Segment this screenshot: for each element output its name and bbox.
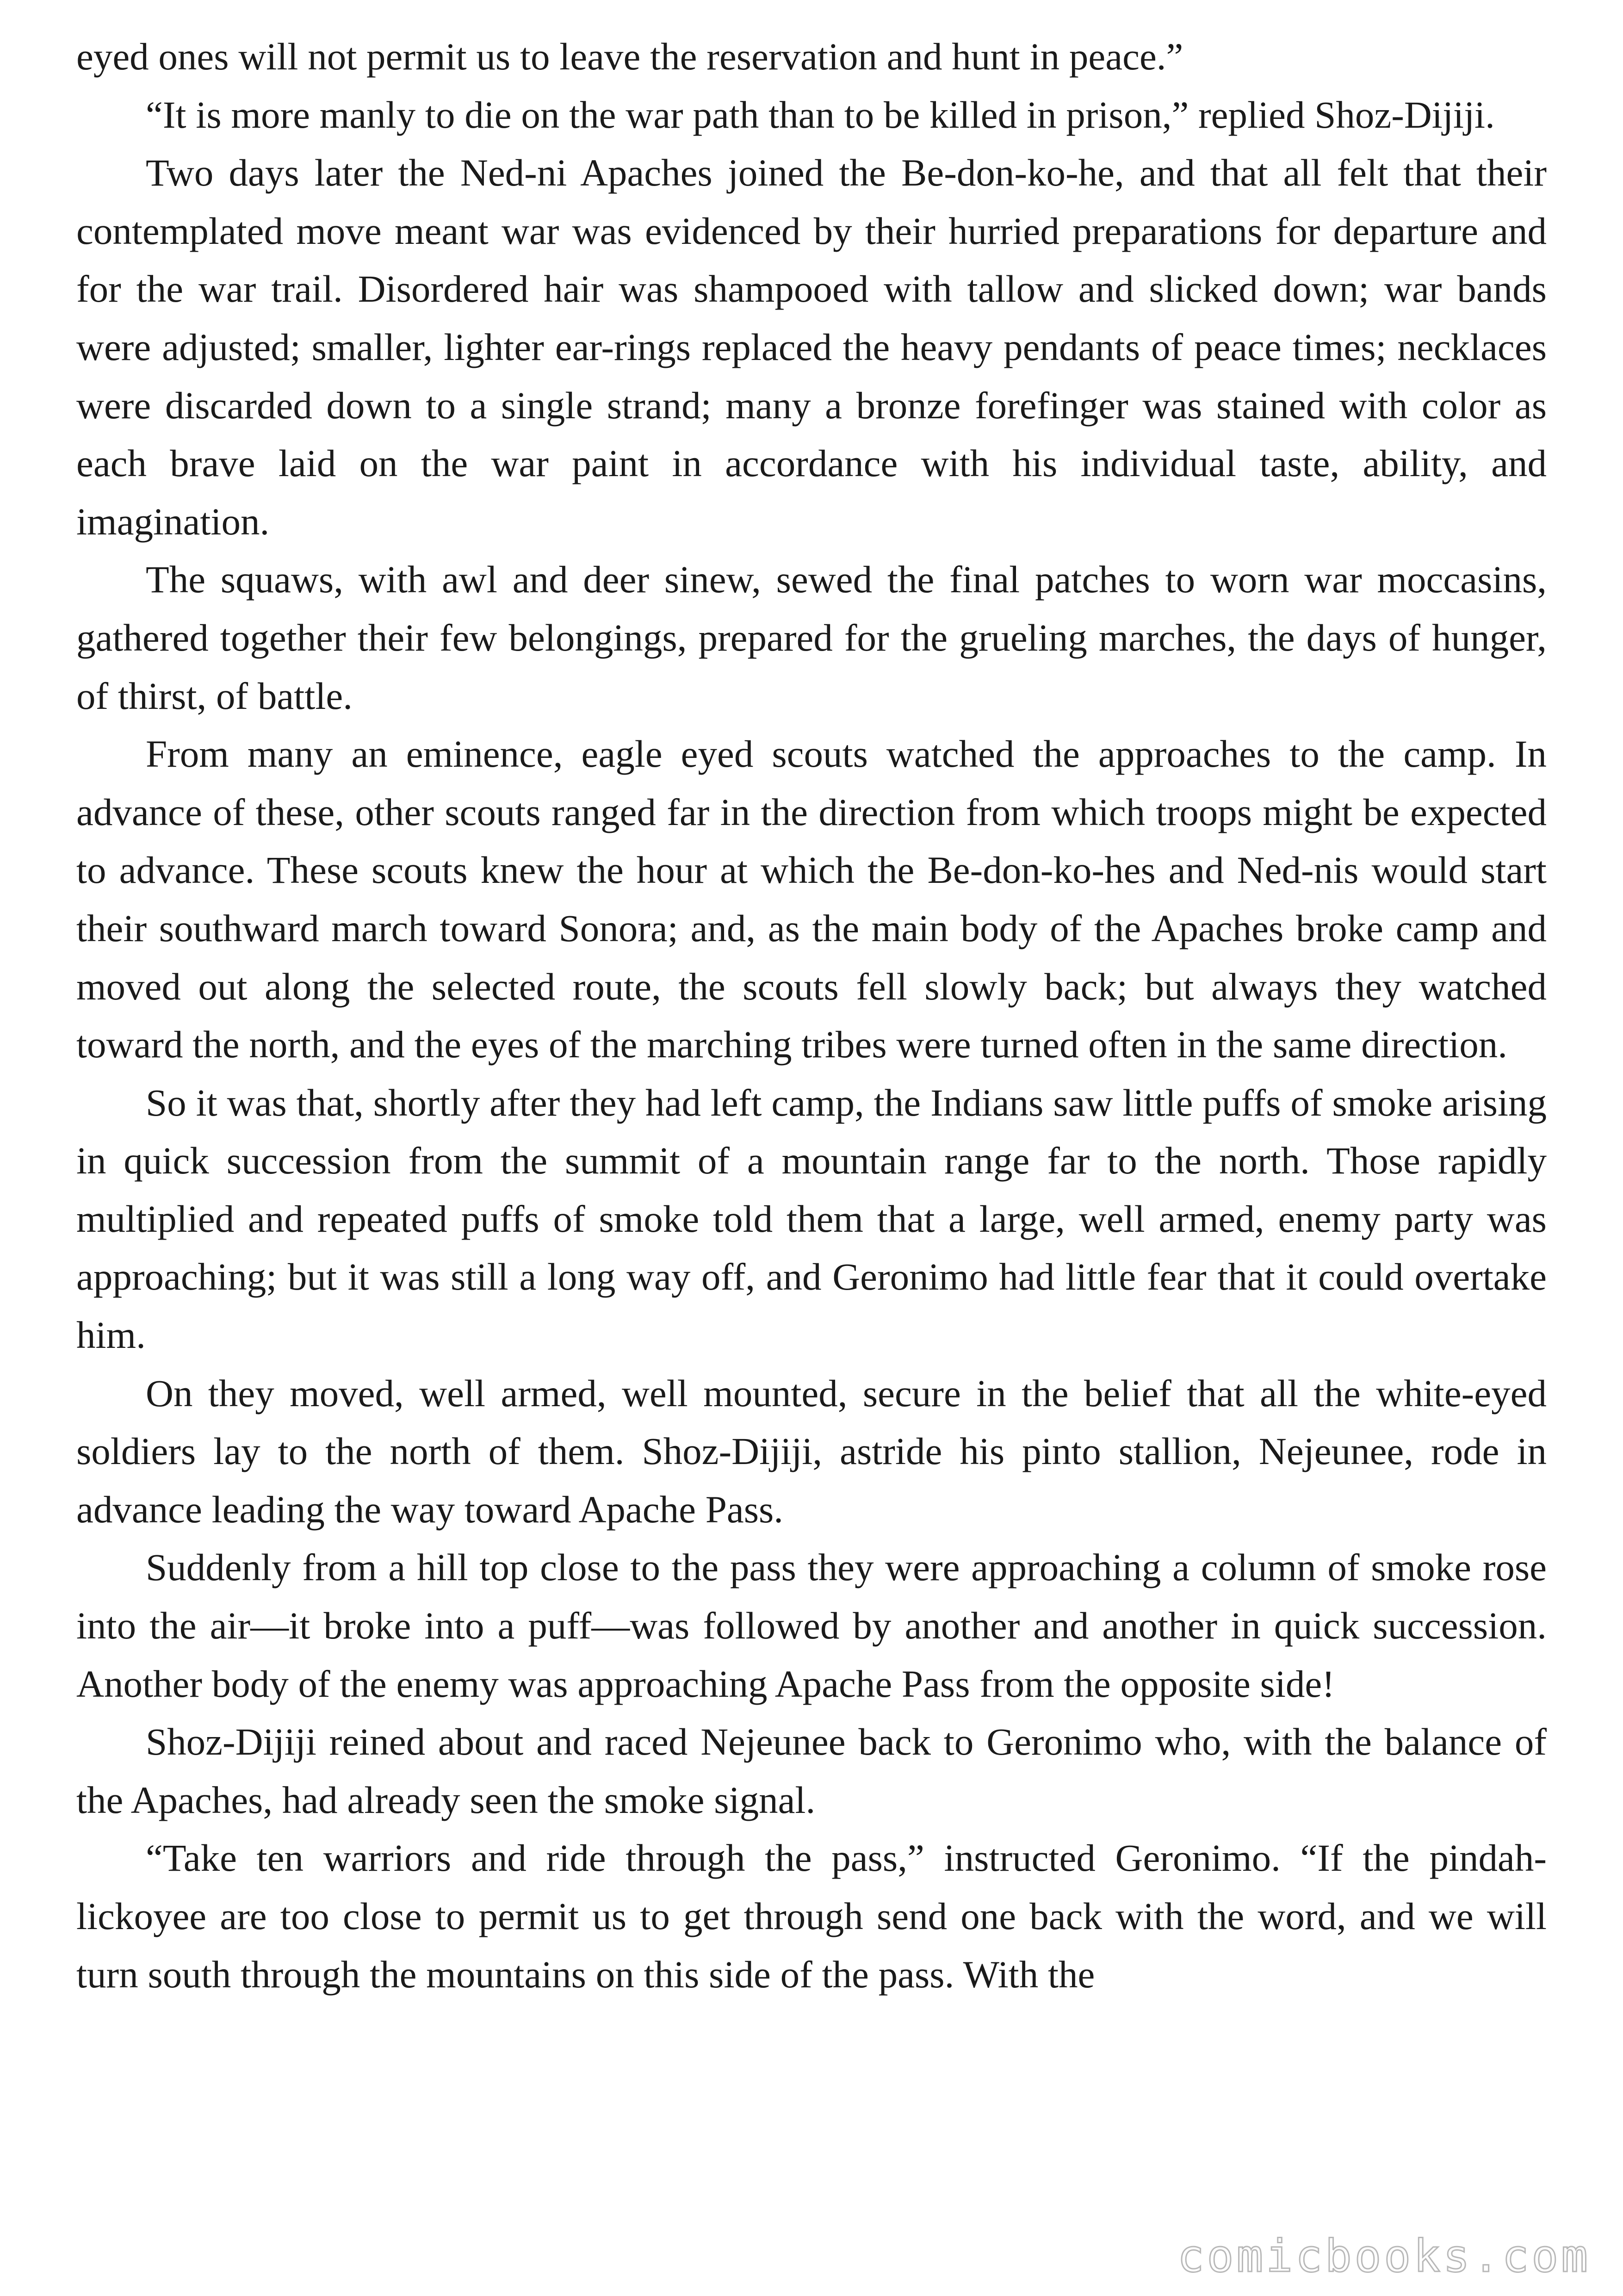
paragraph-9: Shoz-Dijiji reined about and raced Nejeunee back to Geronimo who, with the balance of the Apaches, had already seen the smoke signal. <box>76 1720 1547 1821</box>
watermark: comicbooks.com <box>1177 2230 1591 2282</box>
paragraph-1: eyed ones will not permit us to leave the reservation and hunt in peace.” <box>76 35 1183 78</box>
page-body <box>76 28 1547 2004</box>
paragraph-7: On they moved, well armed, well mounted, secure in the belief that all the white-eyed soldiers lay to the north of them. Shoz-Dijiji, astride his pinto stallion, Nejeunee, rode in advance leading the way toward Apache Pass. <box>76 1371 1547 1531</box>
paragraph-4: The squaws, with awl and deer sinew, sewed the final patches to worn war moccasins, gathered together their few belongings, prepared for the grueling marches, the days of hunger, of thirst, of battle. <box>76 558 1547 717</box>
paragraph-8: Suddenly from a hill top close to the pass they were approaching a column of smoke rose into the air—it broke into a puff—was followed by another and another in quick succession. Another body of the enemy was approaching Apache Pass from the opposite side! <box>76 1546 1547 1705</box>
paragraph-3: Two days later the Ned-ni Apaches joined the Be-don-ko-he, and that all felt that their contemplated move meant war was evidenced by their hurried preparations for departure and for the war trail. Disordered hair was shampooed with tallow and slicked down; war bands were adjusted; smaller, lighter ear-rings replaced the heavy pendants of peace times; necklaces were discarded down to a single strand; many a bronze forefinger was stained with color as each brave laid on the war paint in accordance with his individual taste, ability, and imagination. <box>76 151 1547 543</box>
paragraph-5: From many an eminence, eagle eyed scouts watched the approaches to the camp. In advance of these, other scouts ranged far in the direction from which troops might be expected to advance. These scouts knew the hour at which the Be-don-ko-hes and Ned-nis would start their southward march toward Sonora; and, as the main body of the Apaches broke camp and moved out along the selected route, the scouts fell slowly back; but always they watched toward the north, and the eyes of the marching tribes were turned often in the same direction. <box>76 732 1547 1066</box>
paragraph-2: “It is more manly to die on the war path than to be killed in prison,” replied Shoz-Dijiji. <box>146 93 1495 136</box>
paragraph-10: “Take ten warriors and ride through the pass,” instructed Geronimo. “If the pindah-lickoyee are too close to permit us to get through send one back with the word, and we will turn south through the mountains on this side of the pass. With the <box>76 1837 1547 1996</box>
paragraph-6: So it was that, shortly after they had left camp, the Indians saw little puffs of smoke arising in quick succession from the summit of a mountain range far to the north. Those rapidly multiplied and repeated puffs of smoke told them that a large, well armed, enemy party was approaching; but it was still a long way off, and Geronimo had little fear that it could overtake him. <box>76 1081 1547 1357</box>
